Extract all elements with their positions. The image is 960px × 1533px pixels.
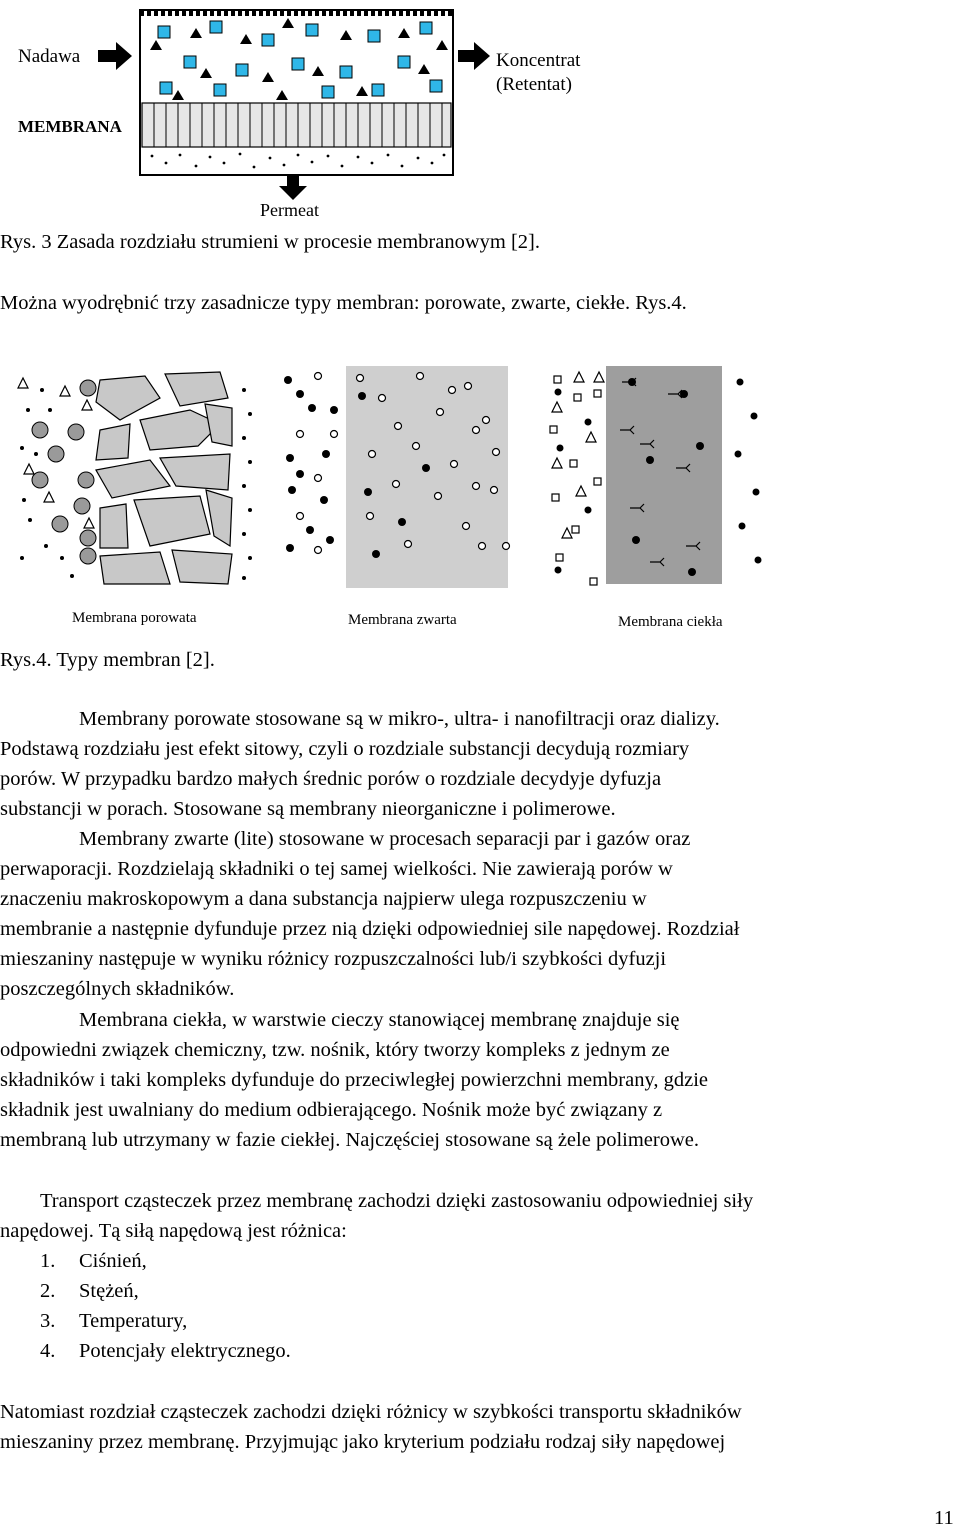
text-line: membraną lub utrzymany w fazie ciekłej. Najczęściej stosowane są żele polimerowe. [0,1129,699,1151]
list-item-text: Stężeń, [79,1280,139,1302]
label-concentrate-2: (Retentat) [496,74,572,95]
label-liquid: Membrana ciekła [618,614,723,630]
text-line: porów. W przypadku bardzo małych średnic porów o rozdziale decydyje dyfuzja [0,768,662,790]
list-item-number: 1. [40,1250,56,1272]
figure-4-diagram [0,350,790,640]
figure-4-caption: Rys.4. Typy membran [2]. [0,649,215,671]
text-line: membranie a następnie dyfunduje przez nią dzięki odpowiedniej sile napędowej. Rozdział [0,918,740,940]
list-item-number: 3. [40,1310,56,1332]
membrane-layer [142,103,451,147]
list-item-number: 2. [40,1280,56,1302]
list-item-text: Ciśnień, [79,1250,147,1272]
label-porous: Membrana porowata [72,610,197,626]
text-line: Podstawą rozdziału jest efekt sitowy, czyli o rozdziale substancji decydują rozmiary [0,738,690,760]
text-line: Membrany porowate stosowane są w mikro-, ultra- i nanofiltracji oraz dializy. [79,708,720,730]
figure-3-caption: Rys. 3 Zasada rozdziału strumieni w procesie membranowym [2]. [0,231,540,253]
text-line: poszczególnych składników. [0,978,235,1000]
text-line: Membrana ciekła, w warstwie cieczy stanowiącej membranę znajduje się [79,1009,680,1031]
label-membrane: MEMBRANA [18,117,122,136]
text-line: perwaporacji. Rozdzielają składniki o tej samej wielkości. Nie zawierają porów w [0,858,673,880]
list-item-text: Temperatury, [79,1310,188,1332]
porous-membrane [18,372,252,626]
intro-line: Można wyodrębnić trzy zasadnicze typy membran: porowate, zwarte, ciekłe. Rys.4. [0,292,687,314]
text-line: mieszaniny następuje w wyniku różnicy rozpuszczalności lub/i szybkości dyfuzji [0,948,667,970]
list-item-number: 4. [40,1340,56,1362]
label-dense: Membrana zwarta [348,612,457,628]
label-concentrate-1: Koncentrat [496,50,581,71]
text-line: Natomiast rozdział cząsteczek zachodzi dzięki różnicy w szybkości transportu składników [0,1401,742,1423]
text-line: substancji w porach. Stosowane są membrany nieorganiczne i polimerowe. [0,798,616,820]
label-feed: Nadawa [18,46,81,67]
text-line: znaczeniu makroskopowym a dana substancja najpierw ulega rozpuszczeniu w [0,888,647,910]
page-number: 11 [934,1507,954,1529]
text-line: odpowiedni związek chemiczny, tzw. nośnik, który tworzy kompleks z jednym ze [0,1039,670,1061]
text-line: składnik jest uwalniany do medium odbierającego. Nośnik może być związany z [0,1099,663,1121]
text-line: Transport cząsteczek przez membranę zachodzi dzięki zastosowaniu odpowiedniej siły [40,1190,754,1212]
text-line: napędowej. Tą siłą napędową jest różnica: [0,1220,347,1242]
liquid-membrane [550,366,762,630]
dense-membrane [284,366,510,628]
text-line: Membrany zwarte (lite) stosowane w procesach separacji par i gazów oraz [79,828,691,850]
figure-3-diagram [0,0,620,228]
text-line: składników i taki kompleks dyfunduje do przeciwległej powierzchni membrany, gdzie [0,1069,709,1091]
text-line: mieszaniny przez membranę. Przyjmując jako kryterium podziału rodzaj siły napędowej [0,1431,726,1453]
list-item-text: Potencjały elektrycznego. [79,1340,291,1362]
label-permeate: Permeat [260,200,319,220]
